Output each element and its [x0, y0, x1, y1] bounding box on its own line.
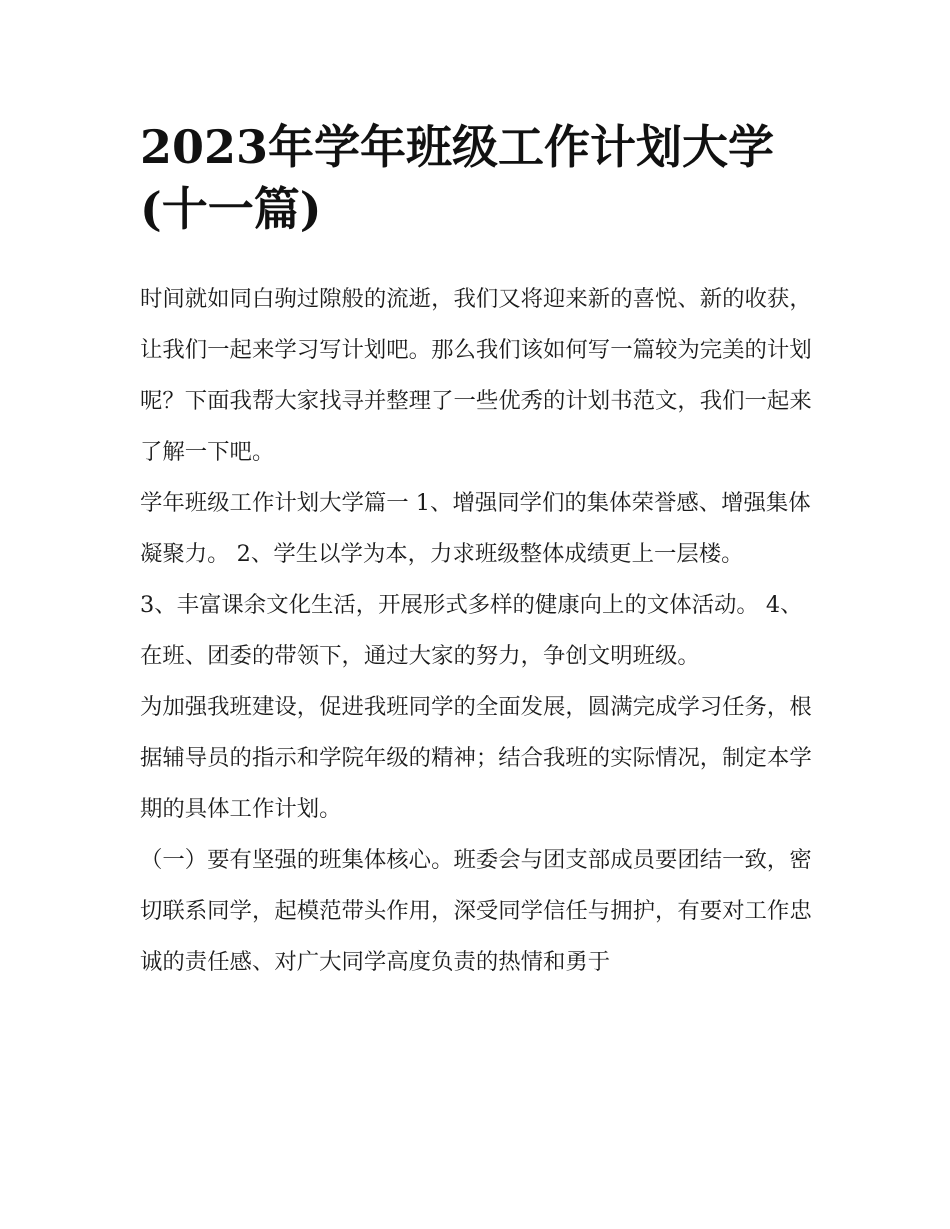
paragraph-purpose: 为加强我班建设，促进我班同学的全面发展，圆满完成学习任务，根据辅导员的指示和学院年级的精神；结合我班的实际情况，制定本学期的具体工作计划。 [140, 694, 812, 822]
paragraph-section-1: （一）要有坚强的班集体核心。班委会与团支部成员要团结一致，密切联系同学，起模范带头作用，深受同学信任与拥护，有要对工作忠诚的责任感、对广大同学高度负责的热情和勇于 [140, 847, 812, 975]
document-body [140, 274, 812, 988]
paragraph-goals-1-2: 学年班级工作计划大学篇一 1、增强同学们的集体荣誉感、增强集体凝聚力。 2、学生以学为本，力求班级整体成绩更上一层楼。 [140, 490, 811, 567]
paragraph-goals-3-4: 3、丰富课余文化生活，开展形式多样的健康向上的文体活动。 4、在班、团委的带领下，通过大家的努力，争创文明班级。 [140, 592, 803, 669]
paragraph-intro: 时间就如同白驹过隙般的流逝，我们又将迎来新的喜悦、新的收获，让我们一起来学习写计划吧。那么我们该如何写一篇较为完美的计划呢？下面我帮大家找寻并整理了一些优秀的计划书范文，我们一起来了解一下吧。 [140, 286, 812, 465]
document-title: 2023年学年班级工作计划大学(十一篇) [140, 120, 775, 236]
